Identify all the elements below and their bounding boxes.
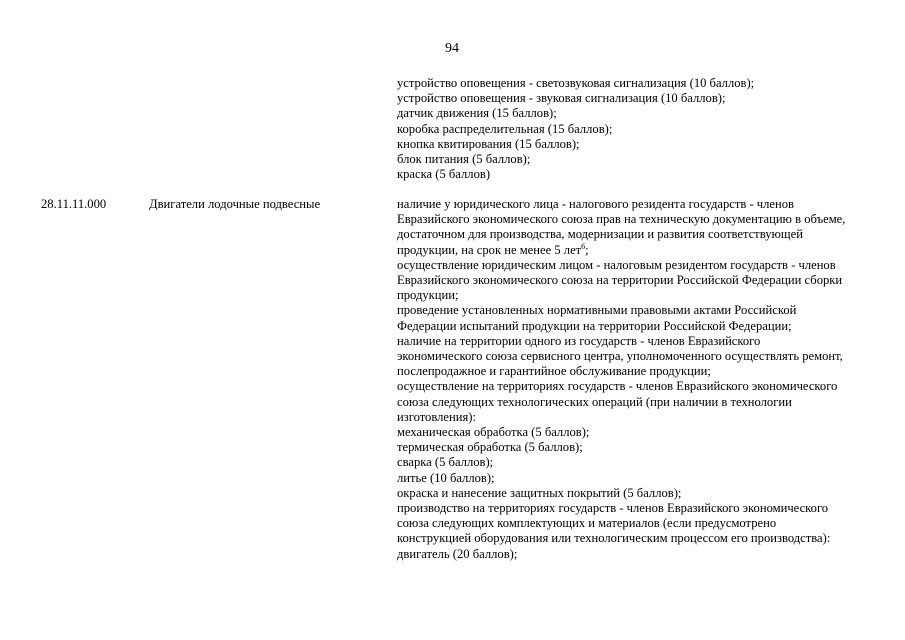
criteria-line: блок питания (5 баллов); xyxy=(397,152,531,167)
criteria-line: союза следующих технологических операций (при наличии в технологии xyxy=(397,394,792,409)
criteria-line: Евразийского экономического союза на территории Российской Федерации сборки xyxy=(397,273,843,288)
criteria-line: коробка распределительная (15 баллов); xyxy=(397,121,613,136)
criteria-line: Федерации испытаний продукции на территории Российской Федерации; xyxy=(397,318,792,333)
criteria-line: устройство оповещения - звуковая сигнализация (10 баллов); xyxy=(397,91,726,106)
top-criteria-list xyxy=(397,76,754,182)
criteria-line: сварка (5 баллов); xyxy=(397,455,494,470)
footnote-line-text: продукции, на срок не менее 5 лет xyxy=(397,242,582,257)
criteria-line: механическая обработка (5 баллов); xyxy=(397,425,590,440)
criteria-line: Евразийского экономического союза прав на техническую документацию в объеме, xyxy=(397,212,846,227)
footnote-mark: 6 xyxy=(581,241,586,251)
criteria-line: экономического союза сервисного центра, уполномоченного осуществлять ремонт, xyxy=(397,349,843,364)
criteria-line: союза следующих комплектующих и материалов (если предусмотрено xyxy=(397,516,777,531)
criteria-line: продукции; xyxy=(397,288,459,303)
criteria-line: датчик движения (15 баллов); xyxy=(397,106,557,121)
footnote-line-suffix: ; xyxy=(585,242,589,257)
criteria-line: изготовления): xyxy=(397,409,476,424)
criteria-line: послепродажное и гарантийное обслуживание продукции; xyxy=(397,364,711,379)
criteria-line: устройство оповещения - светозвуковая сигнализация (10 баллов); xyxy=(397,76,755,90)
product-title: Двигатели лодочные подвесные xyxy=(149,197,321,211)
criteria-line: наличие у юридического лица - налогового резидента государств - членов xyxy=(397,197,794,211)
criteria-line: осуществление на территориях государств - членов Евразийского экономического xyxy=(397,379,838,394)
criteria-line: наличие на территории одного из государств - членов Евразийского xyxy=(397,333,761,348)
criteria-line: достаточном для производства, модернизации и развития соответствующей xyxy=(397,227,803,242)
criteria-line: конструкцией оборудования или технологическим процессом его производства): xyxy=(397,531,831,546)
criteria-line: литье (10 баллов); xyxy=(397,470,495,485)
criteria-line: двигатель (20 баллов); xyxy=(397,546,518,561)
criteria-line-with-footnote xyxy=(397,243,845,258)
criteria-line: осуществление юридическим лицом - налоговым резидентом государств - членов xyxy=(397,257,836,272)
criteria-line: кнопка квитирования (15 баллов); xyxy=(397,136,580,151)
product-criteria-list xyxy=(397,197,845,562)
criteria-line: окраска и нанесение защитных покрытий (5 баллов); xyxy=(397,485,682,500)
criteria-line: проведение установленных нормативными правовыми актами Российской xyxy=(397,303,797,318)
criteria-line: термическая обработка (5 баллов); xyxy=(397,440,583,455)
page-number: 94 xyxy=(445,41,459,56)
criteria-line: производство на территориях государств - членов Евразийского экономического xyxy=(397,501,829,516)
criteria-line: краска (5 баллов) xyxy=(397,167,491,182)
okpd-code: 28.11.11.000 xyxy=(41,197,107,211)
